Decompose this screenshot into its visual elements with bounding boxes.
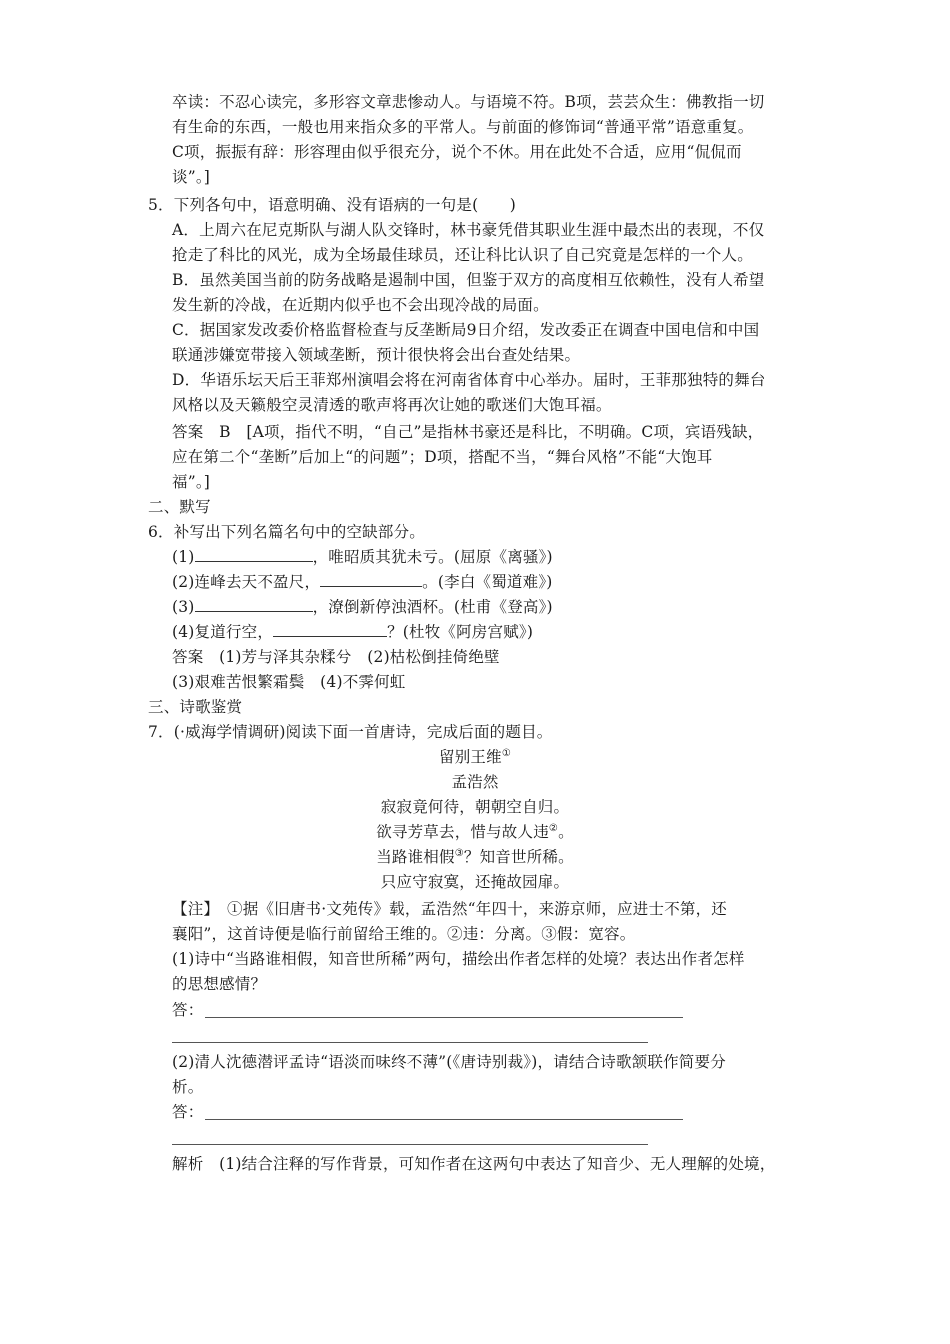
fill-item-prefix: (4)复道行空， <box>172 623 274 641</box>
note-line: 襄阳”，这首诗便是临行前留给王维的。②违：分离。③假：宽容。 <box>172 925 636 943</box>
note-line: 【注】 ①据《旧唐书·文苑传》载，孟浩然“年四十，来游京师，应进士不第，还 <box>172 900 728 918</box>
option-d-line: 风格以及天籁般空灵清透的歌声将再次让她的歌迷们大饱耳福。 <box>172 396 612 414</box>
fill-item-prefix: (2)连峰去天不盈尺， <box>172 573 321 591</box>
fill-item-1 <box>172 545 553 570</box>
question-7: 7．(·威海学情调研)阅读下面一首唐诗，完成后面的题目。 <box>148 723 553 741</box>
analysis-line: 解析 (1)结合注释的写作背景，可知作者在这两句中表达了知音少、无人理解的处境， <box>172 1155 776 1173</box>
footnote-marker: ③ <box>454 847 464 859</box>
poem-line: 欲寻芳草去，惜与故人违②。 <box>376 822 574 841</box>
fill-item-suffix: 。(李白《蜀道难》) <box>422 573 553 591</box>
blank-line <box>195 545 313 562</box>
poem-line: 只应守寂寞，还掩故园扉。 <box>380 873 570 891</box>
footnote-marker: ② <box>548 822 559 834</box>
footnote-marker: ① <box>501 747 511 759</box>
option-a-line: A．上周六在尼克斯队与湖人队交锋时，林书豪凭借其职业生涯中最杰出的表现，不仅 <box>172 221 765 239</box>
fill-item-4 <box>172 620 533 645</box>
blank-line <box>320 570 422 587</box>
fill-item-2 <box>172 570 553 595</box>
option-b-line: B．虽然美国当前的防务战略是遏制中国，但鉴于双方的高度相互依赖性，没有人希望 <box>172 271 765 289</box>
poem-title: 留别王维① <box>439 747 511 766</box>
answer-6-line: 答案 (1)芳与泽其杂糅兮 (2)枯松倒挂倚绝壁 <box>172 648 500 666</box>
poem-author: 孟浩然 <box>451 773 499 791</box>
sub-question-2: (2)清人沈德潜评孟诗“语淡而味终不薄”(《唐诗别裁》)，请结合诗歌颔联作简要分 <box>172 1053 726 1071</box>
answer-label: 答： <box>172 1001 204 1019</box>
answer-line <box>172 1144 648 1145</box>
option-c-line: 联通涉嫌宽带接入领域垄断，预计很快将会出台查处结果。 <box>172 346 581 364</box>
explanation-line: 有生命的东西，一般也用来指众多的平常人。与前面的修饰词“普通平常”语意重复。 <box>172 118 754 136</box>
fill-item-3 <box>172 595 553 620</box>
option-a-line: 抢走了科比的风光，成为全场最佳球员，还让科比认识了自己究竟是怎样的一个人。 <box>172 246 753 264</box>
explanation-line: 谈”。] <box>172 168 211 186</box>
question-5: 5．下列各句中，语意明确、没有语病的一句是( ) <box>148 196 516 214</box>
fill-item-suffix: ，唯昭质其犹未亏。(屈原《离骚》) <box>312 548 553 566</box>
blank-line <box>273 620 387 637</box>
fill-item-suffix: ，潦倒新停浊酒杯。(杜甫《登高》) <box>312 598 553 616</box>
option-b-line: 发生新的冷战，在近期内似乎也不会出现冷战的局面。 <box>172 296 549 314</box>
fill-item-prefix: (1) <box>172 548 195 566</box>
sub-question-2: 析。 <box>172 1078 204 1096</box>
answer-5-line: 答案 B [A项，指代不明，“自己”是指林书豪还是科比，不明确。C项，宾语残缺， <box>172 423 764 441</box>
section-heading: 二、默写 <box>148 498 211 516</box>
answer-5-line: 福”。] <box>172 473 211 491</box>
section-heading: 三、诗歌鉴赏 <box>148 698 243 716</box>
question-6: 6．补写出下列名篇名句中的空缺部分。 <box>148 523 425 541</box>
option-c-line: C．据国家发改委价格监督检查与反垄断局9日介绍，发改委正在调查中国电信和中国 <box>172 321 760 339</box>
answer-line <box>172 1042 648 1043</box>
blank-line <box>195 595 313 612</box>
sub-question-1: (1)诗中“当路谁相假，知音世所稀”两句，描绘出作者怎样的处境？表达出作者怎样 <box>172 950 745 968</box>
answer-6-line: (3)艰难苦恨繁霜鬓 (4)不霁何虹 <box>172 673 406 691</box>
option-d-line: D．华语乐坛天后王菲郑州演唱会将在河南省体育中心举办。届时，王菲那独特的舞台 <box>172 371 766 389</box>
fill-item-prefix: (3) <box>172 598 195 616</box>
answer-5-line: 应在第二个“垄断”后加上“的问题”；D项，搭配不当，“舞台风格”不能“大饱耳 <box>172 448 713 466</box>
answer-label: 答： <box>172 1103 204 1121</box>
sub-question-1: 的思想感情？ <box>172 975 267 993</box>
fill-item-suffix: ？(杜牧《阿房宫赋》) <box>387 623 534 641</box>
poem-line: 当路谁相假③？知音世所稀。 <box>376 847 574 866</box>
answer-line <box>205 1017 683 1018</box>
explanation-line: C项，振振有辞：形容理由似乎很充分，说个不休。用在此处不合适，应用“侃侃而 <box>172 143 742 161</box>
poem-line: 寂寂竟何待，朝朝空自归。 <box>380 798 570 816</box>
answer-line <box>205 1119 683 1120</box>
explanation-line: 卒读：不忍心读完，多形容文章悲惨动人。与语境不符。B项，芸芸众生：佛教指一切 <box>172 93 765 111</box>
